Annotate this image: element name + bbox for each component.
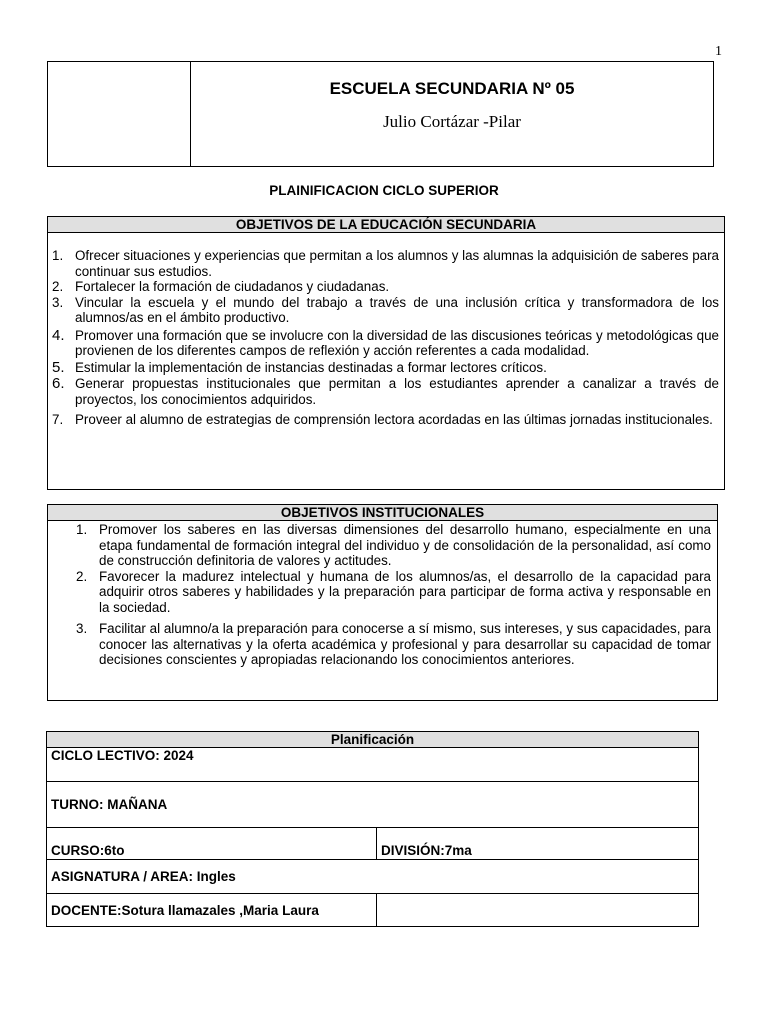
list-item: 1. Promover los saberes en las diversas dimensiones del desarrollo humano, especialmente en una etapa fundamental de formación integral del individuo y de consolidación de la personalidad, así como de construcción definitoria de valores y actitudes. xyxy=(76,522,711,568)
list-item: 2. Favorecer la madurez intelectual y humana de los alumnos/as, el desarrollo de la capacidad para adquirir otros saberes y habilidades y la preparación para participar de forma activa y responsable en la sociedad. xyxy=(76,568,711,615)
list-item: 6. Generar propuestas institucionales que permitan a los estudiantes aprender a canalizar a través de proyectos, los conocimientos adquiridos. xyxy=(52,375,719,407)
ciclo-lectivo-cell: CICLO LECTIVO: 2024 xyxy=(47,748,699,782)
institutional-objectives-box xyxy=(47,504,718,701)
turno-cell: TURNO: MAÑANA xyxy=(47,782,699,828)
division-cell: DIVISIÓN:7ma xyxy=(377,828,699,860)
list-item: 4. Promover una formación que se involucre con la diversidad de las discusiones teóricas y metodológicas que provienen de los diferentes campos de reflexión y acción referentes a cada modalidad. xyxy=(52,326,719,358)
list-item: 3. Facilitar al alumno/a la preparación para conocerse a sí mismo, sus intereses, y sus capacidades, para conocer las alternativas y la oferta académica y profesional y para desarrollar su capacidad de tomar decisiones conscientes y apropiadas relacionando los conocimientos anteriores. xyxy=(76,621,711,667)
institutional-objectives-list xyxy=(48,521,717,668)
logo-cell xyxy=(48,62,191,166)
secondary-objectives-box xyxy=(47,216,725,490)
school-name: ESCUELA SECUNDARIA Nº 05 xyxy=(329,79,575,98)
school-title-cell xyxy=(191,62,713,166)
list-item: 7. Proveer al alumno de estrategias de comprensión lectora acordadas en las últimas jornadas institucionales. xyxy=(52,412,713,427)
list-item: 2. Fortalecer la formación de ciudadanos y ciudadanas. xyxy=(52,279,390,294)
plan-title: PLAINIFICACION CICLO SUPERIOR xyxy=(269,183,499,198)
list-item: 3. Vincular la escuela y el mundo del trabajo a través de una inclusión crítica y transformadora de los alumnos/as en el ámbito productivo. xyxy=(52,294,719,325)
school-header xyxy=(47,61,714,167)
list-item: 1. Ofrecer situaciones y experiencias que permitan a los alumnos y las alumnas la adquisición de saberes para continuar sus estudios. xyxy=(52,248,719,279)
institutional-objectives-title: OBJETIVOS INSTITUCIONALES xyxy=(48,505,717,521)
empty-cell xyxy=(377,894,699,927)
secondary-objectives-list xyxy=(48,233,724,428)
asignatura-cell: ASIGNATURA / AREA: Ingles xyxy=(47,860,699,894)
secondary-objectives-title: OBJETIVOS DE LA EDUCACIÓN SECUNDARIA xyxy=(48,217,724,233)
docente-cell: DOCENTE:Sotura llamazales ,Maria Laura xyxy=(47,894,377,927)
planning-table xyxy=(46,731,699,927)
school-subtitle: Julio Cortázar -Pilar xyxy=(383,112,521,131)
curso-cell: CURSO:6to xyxy=(47,828,377,860)
list-item: 5. Estimular la implementación de instancias destinadas a formar lectores críticos. xyxy=(52,358,547,376)
page-number: 1 xyxy=(715,44,722,59)
planning-title: Planificación xyxy=(47,732,699,748)
